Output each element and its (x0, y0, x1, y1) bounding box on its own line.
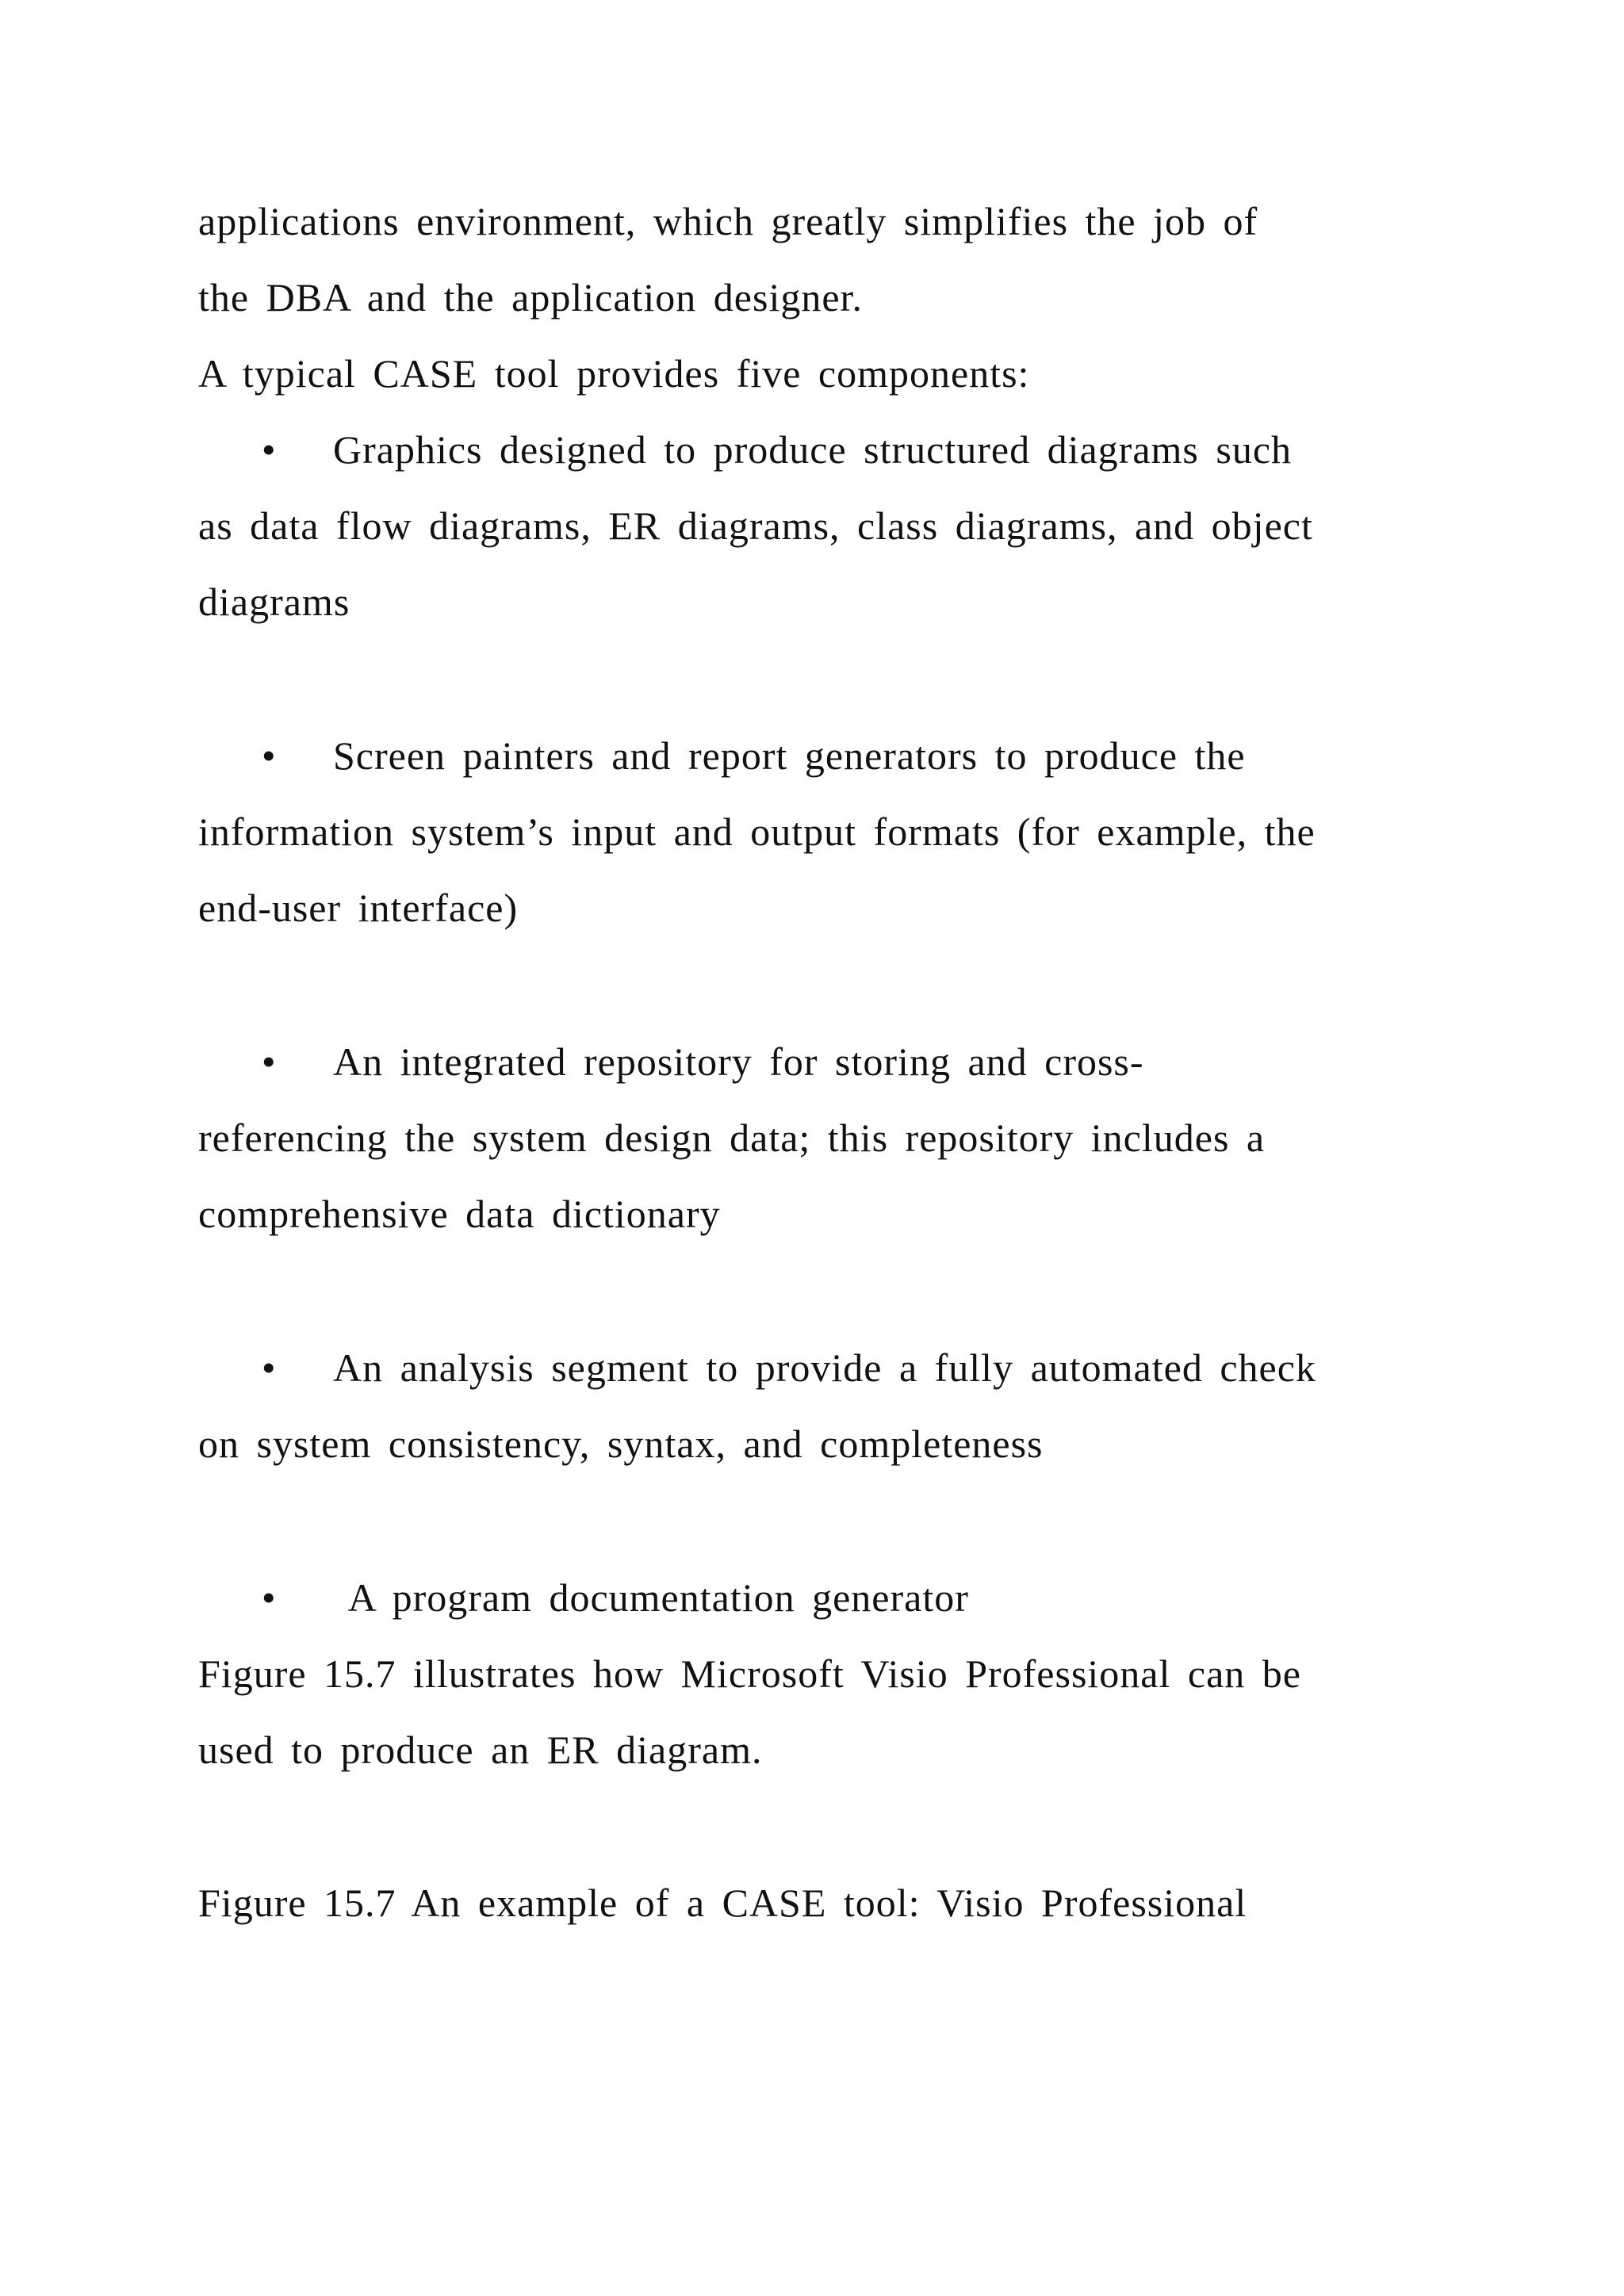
paragraph-line: A typical CASE tool provides five components: (198, 351, 1030, 396)
list-item-text: An integrated repository for storing and cross- (333, 1039, 1144, 1084)
bullet-icon: • (262, 1039, 277, 1084)
list-item-text: An analysis segment to provide a fully automated check (333, 1345, 1316, 1390)
bullet-icon: • (262, 427, 277, 472)
paragraph-line: as data flow diagrams, ER diagrams, class diagrams, and object (198, 503, 1313, 548)
bullet-icon: • (262, 1575, 277, 1620)
paragraph-line: information system’s input and output formats (for example, the (198, 809, 1316, 854)
paragraph-line: comprehensive data dictionary (198, 1192, 721, 1236)
list-item-text: Graphics designed to produce structured diagrams such (333, 427, 1293, 472)
list-item (262, 427, 1293, 472)
paragraph-line: end-user interface) (198, 886, 519, 930)
paragraph-line: referencing the system design data; this repository includes a (198, 1115, 1266, 1160)
paragraph-line: the DBA and the application designer. (198, 275, 863, 320)
list-item-text: A program documentation generator (333, 1575, 969, 1620)
bullet-icon: • (262, 733, 277, 778)
paragraph-line: used to produce an ER diagram. (198, 1728, 763, 1772)
figure-caption: Figure 15.7 An example of a CASE tool: Visio Professional (198, 1881, 1247, 1925)
list-item-text: Screen painters and report generators to produce the (333, 733, 1246, 778)
paragraph-line: Figure 15.7 illustrates how Microsoft Visio Professional can be (198, 1651, 1301, 1696)
paragraph-line: diagrams (198, 580, 350, 624)
list-item (262, 1345, 1316, 1390)
list-item (262, 1039, 1144, 1084)
list-item (262, 733, 1246, 778)
paragraph-line: on system consistency, syntax, and completeness (198, 1422, 1044, 1466)
bullet-icon: • (262, 1345, 277, 1390)
paragraph-line: applications environment, which greatly simplifies the job of (198, 199, 1258, 243)
list-item (262, 1575, 969, 1620)
